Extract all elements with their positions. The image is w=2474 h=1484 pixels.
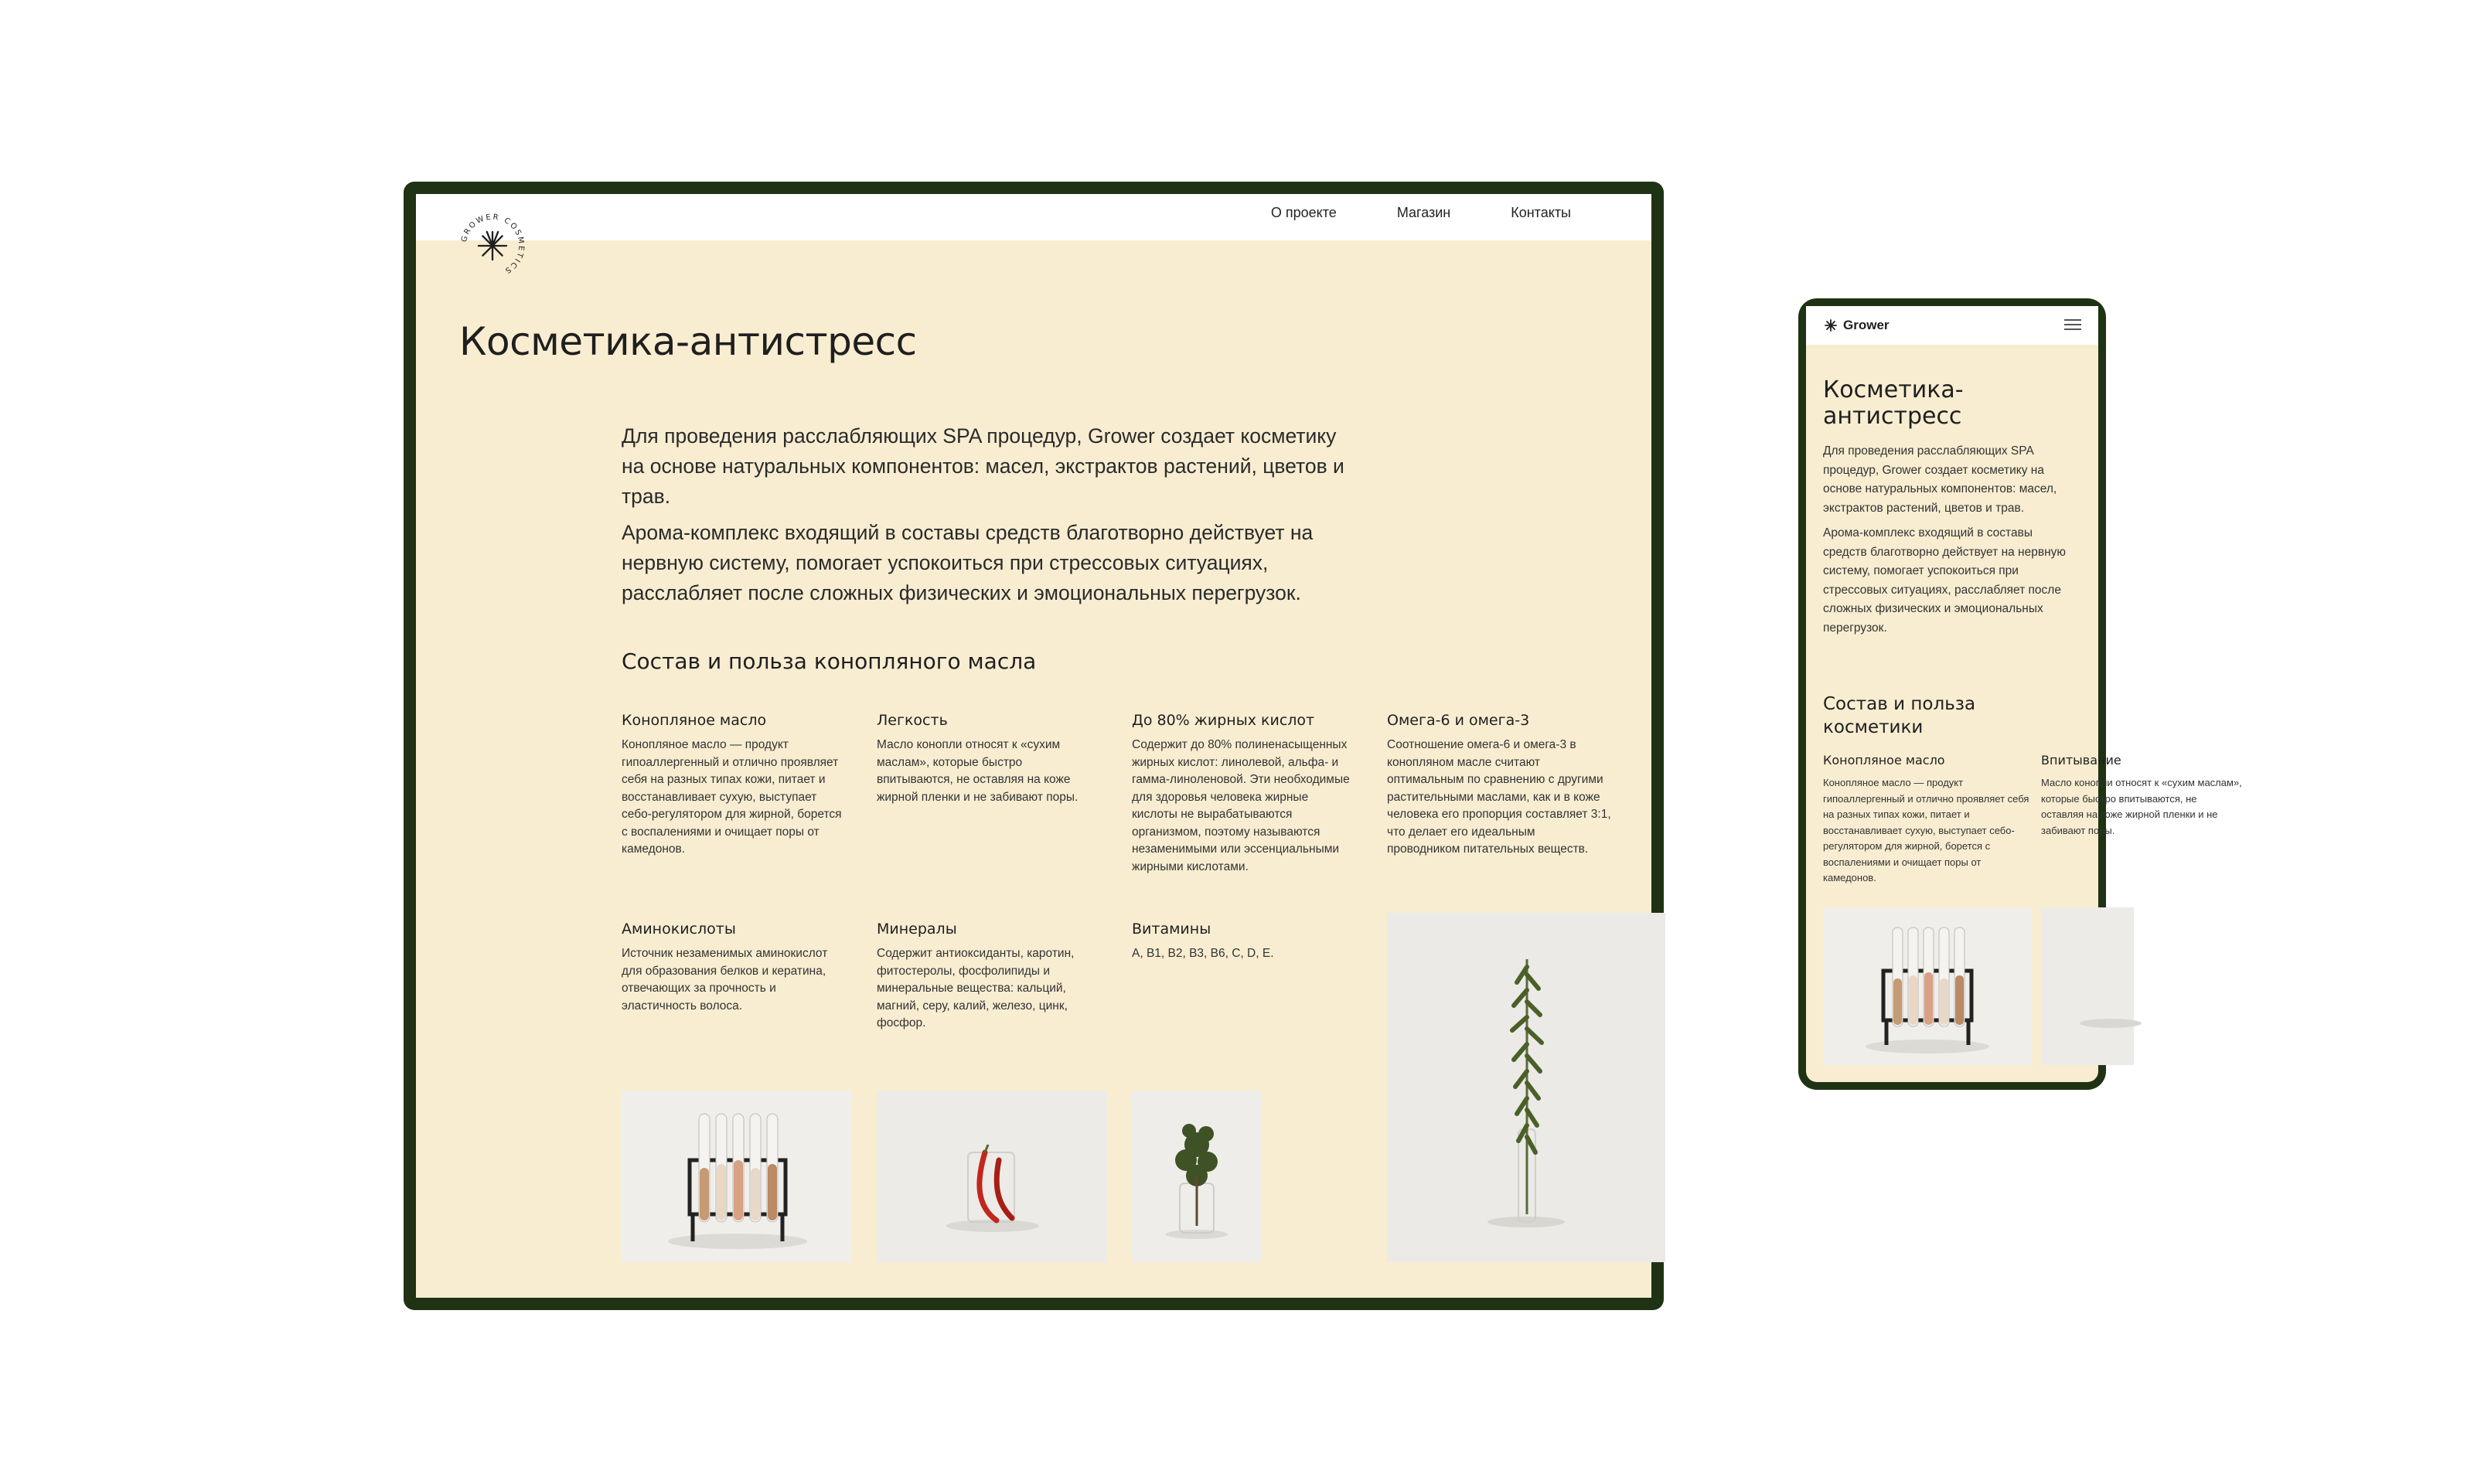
- feature-lightness: [877, 712, 1101, 806]
- photo-rosemary: [1387, 913, 1665, 1262]
- feature-title: Конопляное масло: [622, 712, 767, 729]
- feature-title: Легкость: [877, 712, 948, 729]
- feature-text: Соотношение омега-6 и омега-3 в конопляном масле считают оптимальным по сравнению с другими растительными маслами, как и в коже человека его пропорция составляет 3:1, что делает его идеальным проводником питательных веществ.: [1387, 738, 1611, 856]
- desktop-navbar: [416, 194, 1651, 240]
- feature-title: Омега-6 и омега-3: [1387, 712, 1530, 729]
- logo-ring-text: GROWER COSMETICS: [460, 213, 526, 276]
- feature-vitamins: [1132, 921, 1356, 963]
- feature-title: Впитывание: [2041, 753, 2121, 768]
- feature-amino-acids: [622, 921, 846, 1015]
- mobile-photo-partial: [2041, 907, 2134, 1065]
- feature-fatty-acids: [1132, 712, 1356, 876]
- intro-paragraph-1: Для проведения расслабляющих SPA процедур, Grower создает косметику на основе натуральных компонентов: масел, экстрактов растений, цветов и трав.: [622, 424, 1344, 508]
- mobile-navbar: [1806, 306, 2098, 345]
- desktop-mockup: [404, 182, 1664, 1310]
- mobile-intro-paragraph-1: Для проведения расслабляющих SPA процедур, Grower создает косметику на основе натуральных компонентов: масел, экстрактов растений, цветов и трав.: [1823, 444, 2057, 515]
- feature-title: Минералы: [877, 921, 957, 938]
- brand-name: Grower: [1843, 318, 1890, 332]
- feature-text: Конопляное масло — продукт гипоаллергенный и отлично проявляет себя на разных типах кожи, питает и восстанавливает сухую, выступает себо-регулятором для жирной, борется с воспалениями и очищает поры от камедонов.: [622, 738, 842, 856]
- mobile-screen: [1806, 306, 2242, 1082]
- feature-text: A, B1, B2, B3, B6, C, D, E.: [1132, 947, 1274, 960]
- feature-minerals: [877, 921, 1101, 1033]
- photo-chili-peppers: [877, 1091, 1107, 1262]
- feature-text: Содержит до 80% полиненасыщенных жирных кислот: линолевой, альфа- и гамма-линоленовой. Эти необходимые для здоровья человека жирные кислоты не вырабатываются организмом, поэтому называются незаменимыми или эссенциальными жирными кислотами.: [1132, 738, 1350, 873]
- mobile-page-title: Косметика-антистресс: [1823, 376, 1964, 430]
- feature-omega: [1387, 712, 1611, 859]
- mobile-feature-hemp-oil: [1823, 753, 2032, 887]
- mobile-mockup: [1798, 298, 2242, 1090]
- feature-title: До 80% жирных кислот: [1132, 712, 1315, 729]
- page-title: Косметика-антистресс: [459, 319, 917, 364]
- feature-text: Источник незаменимых аминокислот для образования белков и кератина, отвечающих за прочность и эластичность волоса.: [622, 947, 828, 1013]
- feature-title: Конопляное масло: [1823, 753, 1945, 768]
- feature-text: Масло конопли относят к «сухим маслам», которые быстро впитываются, не оставляя на коже жирной пленки и не забивают поры.: [2041, 777, 2242, 836]
- mobile-brand[interactable]: [1823, 318, 1890, 333]
- photo-test-tubes: [622, 1091, 852, 1262]
- section-title: Состав и польза конопляного масла: [622, 648, 1037, 674]
- mobile-photo-test-tubes: [1823, 907, 2032, 1065]
- photo-thyme: [1132, 1091, 1262, 1262]
- desktop-screen: [416, 194, 1651, 1298]
- feature-text: Масло конопли относят к «сухим маслам», которые быстро впитываются, не оставляя на коже жирной пленки и не забивают поры.: [877, 738, 1079, 804]
- desktop-nav-links: [1271, 205, 1571, 221]
- nav-link-about[interactable]: О проекте: [1270, 205, 1337, 220]
- feature-hemp-oil: [622, 712, 846, 859]
- nav-link-shop[interactable]: Магазин: [1396, 205, 1451, 220]
- feature-title: Витамины: [1132, 921, 1211, 938]
- feature-text: Содержит антиоксиданты, каротин, фитостеролы, фосфолипиды и минеральные вещества: кальций, магний, серу, калий, железо, цинк, фосфор.: [877, 947, 1075, 1030]
- mobile-intro-text: [1823, 442, 2070, 644]
- mobile-intro-paragraph-2: Арома-комплекс входящий в составы средств благотворно действует на нервную систему, помогает успокоиться при стрессовых ситуациях, расслабляет после сложных физических и эмоциональных перегрузок.: [1823, 526, 2067, 635]
- feature-title: Аминокислоты: [622, 921, 736, 938]
- mobile-feature-absorption: [2041, 753, 2242, 839]
- hamburger-menu-icon[interactable]: [2064, 319, 2081, 332]
- intro-paragraph-2: Арома-комплекс входящий в составы средств благотворно действует на нервную систему, помогает успокоиться при стрессовых ситуациях, расслабляет после сложных физических и эмоциональных перегрузок.: [622, 521, 1314, 604]
- intro-text: [622, 421, 1364, 614]
- cannabis-leaf-icon: [1823, 318, 1838, 333]
- mobile-section-title: Состав и польза косметики: [1823, 694, 1976, 737]
- nav-link-contacts[interactable]: Контакты: [1511, 205, 1571, 220]
- grower-logo-icon[interactable]: [458, 211, 527, 281]
- feature-text: Конопляное масло — продукт гипоаллергенный и отлично проявляет себя на разных типах кожи, питает и восстанавливает сухую, выступает себо-регулятором для жирной, борется с воспалениями и очищает поры от камедонов.: [1823, 777, 2029, 883]
